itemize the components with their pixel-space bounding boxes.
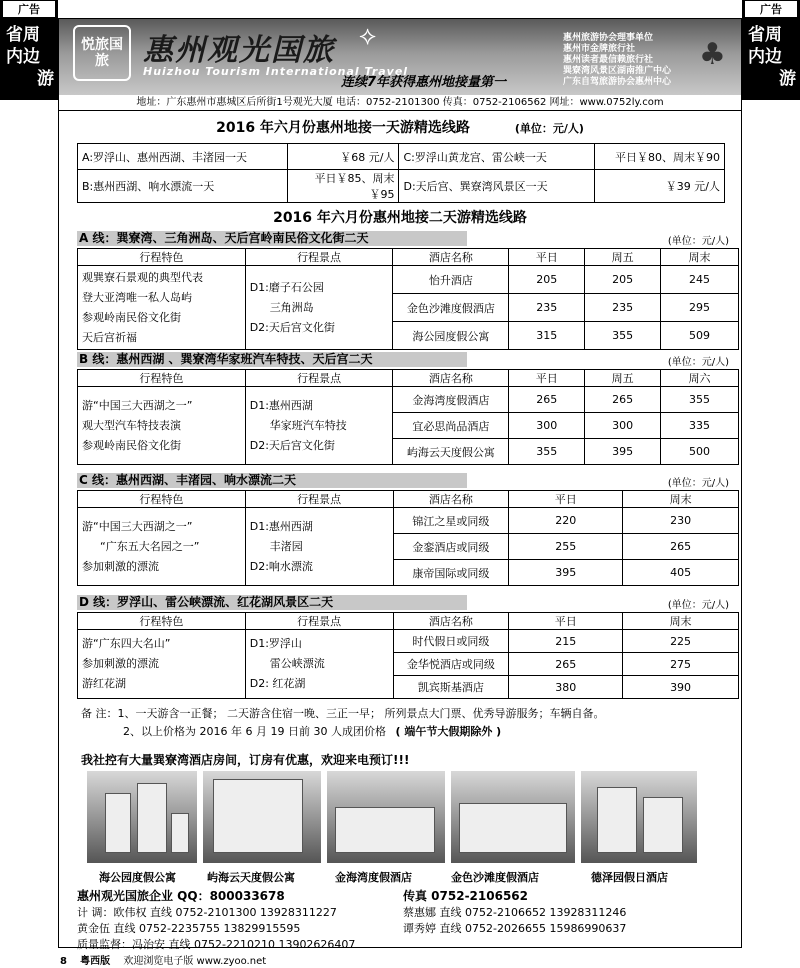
oneday-route: C:罗浮山黄龙宫、雷公峡一天 [399,144,595,170]
price: 235 [585,294,661,322]
line-c-header [77,473,739,488]
photo-caption: 德泽园假日酒店 [591,871,668,884]
col-header: 行程特色 [78,613,246,630]
price: 230 [623,508,739,534]
contact-row: 质量监督：冯治安 直线 0752-2210210 13902626407 [77,938,356,951]
col-header: 周末 [661,249,739,266]
features-cell [78,508,246,586]
feature: 游“中国三大西湖之一” [82,398,193,412]
price: 390 [623,676,739,699]
oneday-title [59,117,741,137]
col-header: 酒店名称 [393,249,509,266]
col-header: 行程景点 [245,491,393,508]
hotel-name: 金銮酒店或同级 [393,534,509,560]
contact-row: 黄金伍 直线 0752-2235755 13829915595 [77,922,301,935]
spot: 丰渚园 [269,539,303,553]
line-title: D 线：罗浮山、雷公峡漂流、红花湖风景区二天 [77,595,467,610]
col-header: 行程景点 [245,370,393,387]
oneday-route: A:罗浮山、惠州西湖、丰渚园一天 [78,144,288,170]
ad-label: 广告 [2,0,56,18]
slogan: 连续7年获得惠州地接量第一 [341,75,507,90]
line-unit: (单位：元/人) [667,478,729,489]
bird-icon: ⟡ [359,21,377,51]
feature: 登大亚湾唯一私人岛屿 [82,290,192,304]
line-b-table [77,369,739,465]
hotel-photo [327,771,445,863]
spots-cell [245,508,393,586]
hotel-name: 锦江之星或同级 [393,508,509,534]
price: 265 [509,653,623,676]
price: 275 [623,653,739,676]
honor-unit: 惠州市金牌旅行社 [563,44,636,54]
line-b-header [77,352,739,367]
feature: 参加刺激的漂流 [82,657,159,670]
company-english-name: Huizhou Tourism International Travel [143,65,409,78]
hotel-name: 金色沙滩度假酒店 [393,294,509,322]
col-header: 平日 [509,491,623,508]
line-title: A 线：巽寮湾、三角洲岛、天后宫岭南民俗文化街二天 [77,231,467,246]
spot: D2:天后宫文化街 [249,438,335,452]
price: 355 [661,387,739,413]
price: 265 [623,534,739,560]
col-header: 行程景点 [245,613,393,630]
side-tab-left [0,0,58,100]
twoday-title: 2016 年六月份惠州地接二天游精选线路 [273,210,527,226]
line-a-table [77,248,739,350]
col-header: 平日 [509,613,623,630]
oneday-price: ￥39 元/人 [595,170,725,203]
feature: 游“中国三大西湖之一” [82,519,193,533]
note-1: 备 注：1、一天游含一正餐； 二天游含住宿一晚、三正一早； 所列景点大门票、优秀导游服务；车辆自备。 [81,707,605,720]
contact-row: 蔡惠娜 直线 0752-2106652 13928311246 [403,906,627,919]
line-unit: (单位：元/人) [667,236,729,247]
col-header: 周五 [585,370,661,387]
hotel-name: 金华悦酒店或同级 [393,653,509,676]
price: 225 [623,630,739,653]
honor-unit: 广东自驾旅游协会惠州中心 [563,77,672,87]
price: 205 [585,266,661,294]
spot: D1:惠州西湖 [249,519,313,533]
hotel-name: 时代假日或同级 [393,630,509,653]
company-name: 惠州观光国旅 [143,33,335,68]
photo-caption: 屿海云天度假公寓 [207,871,295,884]
price: 220 [509,508,623,534]
side-label-2: 内边 [6,47,40,67]
price: 315 [509,322,585,350]
oneday-price: ￥68 元/人 [287,144,399,170]
note-2-text: 2、以上价格为 2016 年 6 月 19 日前 30 人成团价格 [123,725,386,738]
address-line: 地址：广东惠州市惠城区后所街1号观光大厦 电话：0752-2101300 传真：0752-2106562 网址：www.0752ly.com [59,95,741,111]
spots-cell [245,387,393,465]
price: 395 [585,439,661,465]
spot: D1:磨子石公园 [249,280,324,294]
col-header: 酒店名称 [393,370,509,387]
price: 335 [661,413,739,439]
feature: 观巽寮石景观的典型代表 [82,270,203,284]
fax: 传真 0752-2106562 [403,889,529,903]
col-header: 周六 [661,370,739,387]
palm-tree-icon: ♣ [699,37,726,72]
feature: 天后宫祈福 [82,330,137,344]
spot: D1:罗浮山 [249,637,302,650]
promo-line: 我社控有大量巽寮湾酒店房间，订房有优惠，欢迎来电预订!!! [81,753,410,767]
price: 235 [509,294,585,322]
hotel-name: 康帝国际或同级 [393,560,509,586]
hotel-name: 屿海云天度假公寓 [393,439,509,465]
line-d-header [77,595,739,610]
price: 355 [585,322,661,350]
feature: 参观岭南民俗文化街 [82,310,181,324]
oneday-table [77,143,725,203]
company-logo: 悦旅国旅 [73,25,131,81]
edition: 粤西版 [80,956,111,967]
price: 380 [509,676,623,699]
hotel-photo [451,771,575,863]
col-header: 酒店名称 [393,613,509,630]
price: 295 [661,294,739,322]
ad-frame [58,18,742,951]
hotel-name: 金海湾度假酒店 [393,387,509,413]
hotel-name: 凯宾斯基酒店 [393,676,509,699]
hotel-name: 宜必思尚品酒店 [393,413,509,439]
feature: “广东五大名园之一” [100,539,200,553]
line-unit: (单位：元/人) [667,600,729,611]
ad-label: 广告 [744,0,798,18]
line-title: B 线：惠州西湖 、巽寮湾华家班汽车特技、天后宫二天 [77,352,467,367]
oneday-price: 平日￥85、周末￥95 [287,170,399,203]
honor-unit: 惠州读者最信赖旅行社 [563,55,654,65]
footer-text: 欢迎浏览电子版 www.zyoo.net [123,956,267,967]
photo-caption: 金色沙滩度假酒店 [451,871,539,884]
side-tab-right [742,0,800,100]
notes [81,705,605,741]
oneday-price: 平日￥80、周末￥90 [595,144,725,170]
price: 205 [509,266,585,294]
col-header: 平日 [509,249,585,266]
price: 300 [509,413,585,439]
side-label-2: 内边 [748,47,782,67]
col-header: 酒店名称 [393,491,509,508]
features-cell [78,387,246,465]
col-header: 周末 [623,613,739,630]
feature: 游“广东四大名山” [82,637,171,650]
price: 395 [509,560,623,586]
hotel-photo [203,771,321,863]
contact-row: 谭秀婷 直线 0752-2026655 15986990637 [403,922,627,935]
hotel-photo [581,771,697,863]
line-title: C 线：惠州西湖、丰渚园、响水漂流二天 [77,473,467,488]
contact-row: 计 调：欧伟权 直线 0752-2101300 13928311227 [77,906,337,919]
line-d-table [77,612,739,699]
price: 215 [509,630,623,653]
col-header: 周五 [585,249,661,266]
spot: D2: 红花湖 [249,677,306,690]
photo-captions [77,869,727,883]
feature: 参观岭南民俗文化街 [82,438,181,452]
col-header: 行程特色 [78,370,246,387]
oneday-unit: (单位：元/人) [514,122,584,135]
features-cell [78,630,246,699]
features-cell [78,266,246,350]
hotel-name: 海公园度假公寓 [393,322,509,350]
note-2 [81,723,605,741]
side-label-3: 游 [37,69,54,89]
col-header: 周末 [623,491,739,508]
company-qq: 惠州观光国旅企业 QQ：800033678 [77,889,285,903]
spot: 雷公峡漂流 [269,657,325,670]
page-footer [60,952,266,967]
spot: D2:天后宫文化街 [249,320,335,334]
price: 245 [661,266,739,294]
spot: D1:惠州西湖 [249,398,313,412]
col-header: 行程特色 [78,249,246,266]
line-c-table [77,490,739,586]
spots-cell [245,266,393,350]
col-header: 行程特色 [78,491,246,508]
hotel-photo [87,771,197,863]
line-a-header [77,231,739,246]
spot: D2:响水漂流 [249,559,313,573]
honor-unit: 惠州旅游协会理事单位 [563,33,654,43]
photo-caption: 金海湾度假酒店 [335,871,412,884]
price: 265 [585,387,661,413]
hotel-name: 怡升酒店 [393,266,509,294]
price: 509 [661,322,739,350]
feature: 游红花湖 [82,677,126,690]
oneday-title-text: 2016 年六月份惠州地接一天游精选线路 [216,120,470,136]
oneday-route: D:天后宫、巽寮湾风景区一天 [399,170,595,203]
spot: 三角洲岛 [269,300,314,314]
price: 405 [623,560,739,586]
hotel-photos [77,771,727,863]
col-header: 平日 [509,370,585,387]
feature: 观大型汽车特技表演 [82,418,181,432]
honor-units [563,33,671,88]
oneday-route: B:惠州西湖、响水漂流一天 [78,170,288,203]
honor-unit: 巽寮湾风景区湖南推广中心 [563,66,672,76]
price: 355 [509,439,585,465]
spot: 华家班汽车特技 [269,418,347,432]
line-unit: (单位：元/人) [667,357,729,368]
price: 300 [585,413,661,439]
side-label-3: 游 [779,69,796,89]
side-label-1: 省周 [748,25,782,45]
spots-cell [245,630,393,699]
price: 265 [509,387,585,413]
price: 255 [509,534,623,560]
page-number: 8 [60,956,67,967]
side-label-1: 省周 [6,25,40,45]
note-2-emphasis: ( 端午节大假期除外 ) [395,725,502,738]
price: 500 [661,439,739,465]
feature: 参加刺激的漂流 [82,559,159,573]
banner [59,19,741,95]
photo-caption: 海公园度假公寓 [99,871,176,884]
col-header: 行程景点 [245,249,393,266]
